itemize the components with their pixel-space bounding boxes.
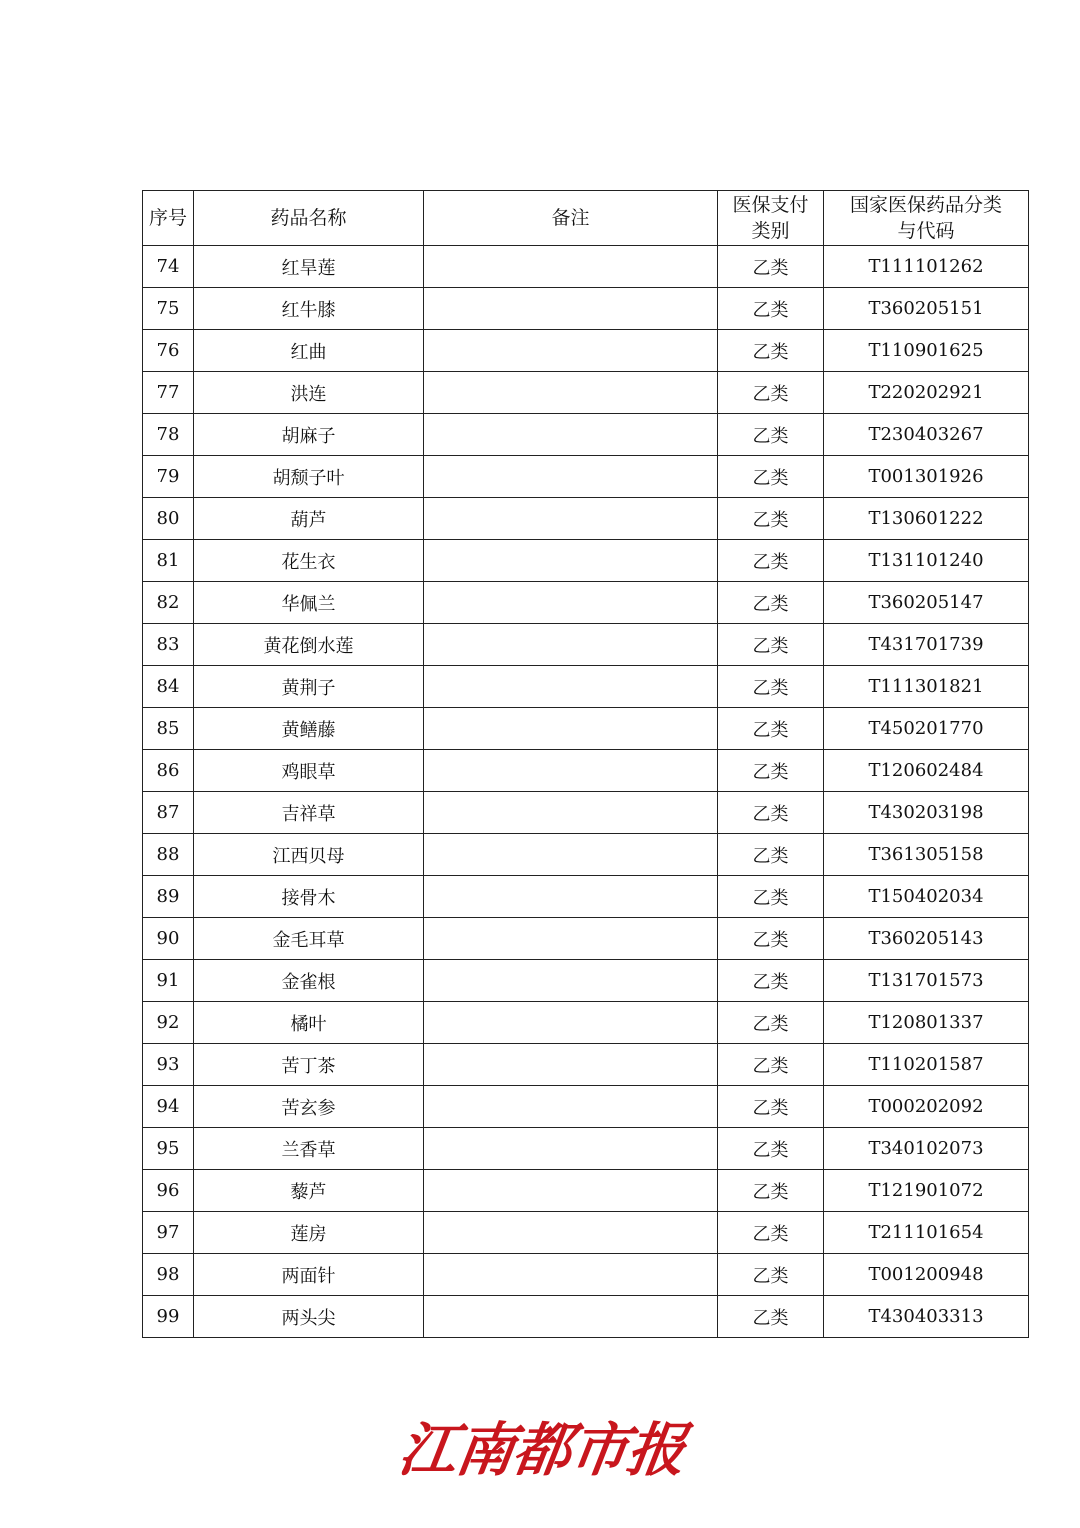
row-classification-code: T131101240	[824, 540, 1029, 582]
row-payment-category: 乙类	[718, 540, 824, 582]
row-drug-name: 金雀根	[194, 960, 424, 1002]
row-index: 95	[143, 1128, 194, 1170]
table-body	[143, 246, 1029, 1338]
row-payment-category: 乙类	[718, 960, 824, 1002]
row-drug-name: 红旱莲	[194, 246, 424, 288]
row-payment-category: 乙类	[718, 1296, 824, 1338]
row-classification-code: T110201587	[824, 1044, 1029, 1086]
row-classification-code: T430403313	[824, 1296, 1029, 1338]
row-drug-name: 两头尖	[194, 1296, 424, 1338]
row-classification-code: T111301821	[824, 666, 1029, 708]
table-row	[143, 1086, 1029, 1128]
row-index: 93	[143, 1044, 194, 1086]
row-index: 97	[143, 1212, 194, 1254]
row-remark	[424, 624, 718, 666]
table-row	[143, 330, 1029, 372]
header-row	[143, 191, 1029, 246]
row-classification-code: T111101262	[824, 246, 1029, 288]
logo-text	[394, 1405, 689, 1485]
row-index: 94	[143, 1086, 194, 1128]
logo-char: 江	[394, 1416, 461, 1484]
row-classification-code: T131701573	[824, 960, 1029, 1002]
table-row	[143, 960, 1029, 1002]
row-index: 75	[143, 288, 194, 330]
table-row	[143, 1254, 1029, 1296]
row-payment-category: 乙类	[718, 834, 824, 876]
row-index: 80	[143, 498, 194, 540]
row-remark	[424, 750, 718, 792]
table-row	[143, 1212, 1029, 1254]
row-classification-code: T220202921	[824, 372, 1029, 414]
row-drug-name: 黄荆子	[194, 666, 424, 708]
row-index: 87	[143, 792, 194, 834]
table-row	[143, 834, 1029, 876]
row-classification-code: T430203198	[824, 792, 1029, 834]
row-payment-category: 乙类	[718, 1086, 824, 1128]
row-classification-code: T120602484	[824, 750, 1029, 792]
row-classification-code: T360205147	[824, 582, 1029, 624]
table-row	[143, 750, 1029, 792]
table-row	[143, 876, 1029, 918]
row-classification-code: T001301926	[824, 456, 1029, 498]
logo-char: 都	[508, 1416, 575, 1484]
row-drug-name: 鸡眼草	[194, 750, 424, 792]
table-row	[143, 372, 1029, 414]
row-drug-name: 黄花倒水莲	[194, 624, 424, 666]
header-payment-category	[718, 191, 824, 246]
row-classification-code: T211101654	[824, 1212, 1029, 1254]
row-remark	[424, 1170, 718, 1212]
table-row	[143, 1002, 1029, 1044]
row-drug-name: 红曲	[194, 330, 424, 372]
row-drug-name: 接骨木	[194, 876, 424, 918]
row-payment-category: 乙类	[718, 246, 824, 288]
table-row	[143, 918, 1029, 960]
row-payment-category: 乙类	[718, 750, 824, 792]
row-remark	[424, 1044, 718, 1086]
row-drug-name: 胡麻子	[194, 414, 424, 456]
row-drug-name: 兰香草	[194, 1128, 424, 1170]
row-payment-category: 乙类	[718, 498, 824, 540]
row-classification-code: T001200948	[824, 1254, 1029, 1296]
header-payment-line2: 类别	[751, 220, 790, 242]
row-remark	[424, 456, 718, 498]
header-code-line1: 国家医保药品分类	[849, 194, 1002, 216]
row-payment-category: 乙类	[718, 330, 824, 372]
logo-char: 南	[451, 1416, 518, 1484]
row-remark	[424, 288, 718, 330]
table-row	[143, 456, 1029, 498]
row-index: 86	[143, 750, 194, 792]
row-index: 89	[143, 876, 194, 918]
row-remark	[424, 1128, 718, 1170]
row-remark	[424, 960, 718, 1002]
row-classification-code: T000202092	[824, 1086, 1029, 1128]
row-remark	[424, 372, 718, 414]
row-index: 82	[143, 582, 194, 624]
row-classification-code: T121901072	[824, 1170, 1029, 1212]
row-classification-code: T361305158	[824, 834, 1029, 876]
table-row	[143, 1044, 1029, 1086]
row-payment-category: 乙类	[718, 1170, 824, 1212]
table-row	[143, 414, 1029, 456]
row-index: 76	[143, 330, 194, 372]
row-index: 79	[143, 456, 194, 498]
row-payment-category: 乙类	[718, 876, 824, 918]
row-drug-name: 花生衣	[194, 540, 424, 582]
row-remark	[424, 918, 718, 960]
row-classification-code: T120801337	[824, 1002, 1029, 1044]
row-index: 91	[143, 960, 194, 1002]
row-remark	[424, 1002, 718, 1044]
table-row	[143, 624, 1029, 666]
row-index: 84	[143, 666, 194, 708]
row-classification-code: T230403267	[824, 414, 1029, 456]
row-payment-category: 乙类	[718, 624, 824, 666]
row-index: 88	[143, 834, 194, 876]
row-drug-name: 藜芦	[194, 1170, 424, 1212]
row-index: 99	[143, 1296, 194, 1338]
row-index: 81	[143, 540, 194, 582]
row-drug-name: 两面针	[194, 1254, 424, 1296]
row-classification-code: T360205151	[824, 288, 1029, 330]
row-classification-code: T130601222	[824, 498, 1029, 540]
row-remark	[424, 792, 718, 834]
table-row	[143, 792, 1029, 834]
row-payment-category: 乙类	[718, 582, 824, 624]
row-index: 92	[143, 1002, 194, 1044]
row-index: 96	[143, 1170, 194, 1212]
row-remark	[424, 1086, 718, 1128]
row-drug-name: 莲房	[194, 1212, 424, 1254]
logo-char: 报	[622, 1416, 689, 1484]
row-drug-name: 苦玄参	[194, 1086, 424, 1128]
row-payment-category: 乙类	[718, 1128, 824, 1170]
row-remark	[424, 330, 718, 372]
row-payment-category: 乙类	[718, 1212, 824, 1254]
row-drug-name: 黄鳝藤	[194, 708, 424, 750]
row-drug-name: 江西贝母	[194, 834, 424, 876]
row-drug-name: 橘叶	[194, 1002, 424, 1044]
table-row	[143, 582, 1029, 624]
row-drug-name: 洪连	[194, 372, 424, 414]
table-row	[143, 246, 1029, 288]
table-row	[143, 288, 1029, 330]
row-index: 85	[143, 708, 194, 750]
row-remark	[424, 1212, 718, 1254]
header-drug-name: 药品名称	[194, 191, 424, 246]
row-classification-code: T431701739	[824, 624, 1029, 666]
row-payment-category: 乙类	[718, 456, 824, 498]
row-drug-name: 苦丁茶	[194, 1044, 424, 1086]
row-remark	[424, 582, 718, 624]
row-drug-name: 葫芦	[194, 498, 424, 540]
row-drug-name: 胡颓子叶	[194, 456, 424, 498]
row-remark	[424, 540, 718, 582]
header-remark: 备注	[424, 191, 718, 246]
table-row	[143, 708, 1029, 750]
row-payment-category: 乙类	[718, 708, 824, 750]
row-remark	[424, 834, 718, 876]
row-payment-category: 乙类	[718, 1254, 824, 1296]
row-classification-code: T340102073	[824, 1128, 1029, 1170]
row-remark	[424, 708, 718, 750]
row-classification-code: T150402034	[824, 876, 1029, 918]
table-header	[143, 191, 1029, 246]
row-drug-name: 金毛耳草	[194, 918, 424, 960]
row-payment-category: 乙类	[718, 792, 824, 834]
header-index: 序号	[143, 191, 194, 246]
row-payment-category: 乙类	[718, 1002, 824, 1044]
row-classification-code: T360205143	[824, 918, 1029, 960]
row-payment-category: 乙类	[718, 288, 824, 330]
row-remark	[424, 666, 718, 708]
table-row	[143, 666, 1029, 708]
row-payment-category: 乙类	[718, 372, 824, 414]
row-payment-category: 乙类	[718, 1044, 824, 1086]
row-payment-category: 乙类	[718, 414, 824, 456]
table-row	[143, 1296, 1029, 1338]
row-remark	[424, 1254, 718, 1296]
table-row	[143, 1170, 1029, 1212]
drug-list-table	[142, 190, 1029, 1338]
row-index: 74	[143, 246, 194, 288]
row-remark	[424, 414, 718, 456]
row-payment-category: 乙类	[718, 918, 824, 960]
row-remark	[424, 246, 718, 288]
row-drug-name: 吉祥草	[194, 792, 424, 834]
row-remark	[424, 1296, 718, 1338]
row-remark	[424, 498, 718, 540]
row-payment-category: 乙类	[718, 666, 824, 708]
newspaper-logo	[394, 1405, 689, 1485]
logo-char: 市	[565, 1416, 632, 1484]
header-code-line2: 与代码	[897, 220, 955, 242]
row-index: 83	[143, 624, 194, 666]
table-row	[143, 1128, 1029, 1170]
header-payment-line1: 医保支付	[732, 194, 809, 216]
table-row	[143, 498, 1029, 540]
row-remark	[424, 876, 718, 918]
row-classification-code: T450201770	[824, 708, 1029, 750]
row-index: 78	[143, 414, 194, 456]
row-drug-name: 红牛膝	[194, 288, 424, 330]
row-index: 98	[143, 1254, 194, 1296]
table-row	[143, 540, 1029, 582]
row-drug-name: 华佩兰	[194, 582, 424, 624]
row-index: 90	[143, 918, 194, 960]
header-classification-code	[824, 191, 1029, 246]
row-index: 77	[143, 372, 194, 414]
row-classification-code: T110901625	[824, 330, 1029, 372]
